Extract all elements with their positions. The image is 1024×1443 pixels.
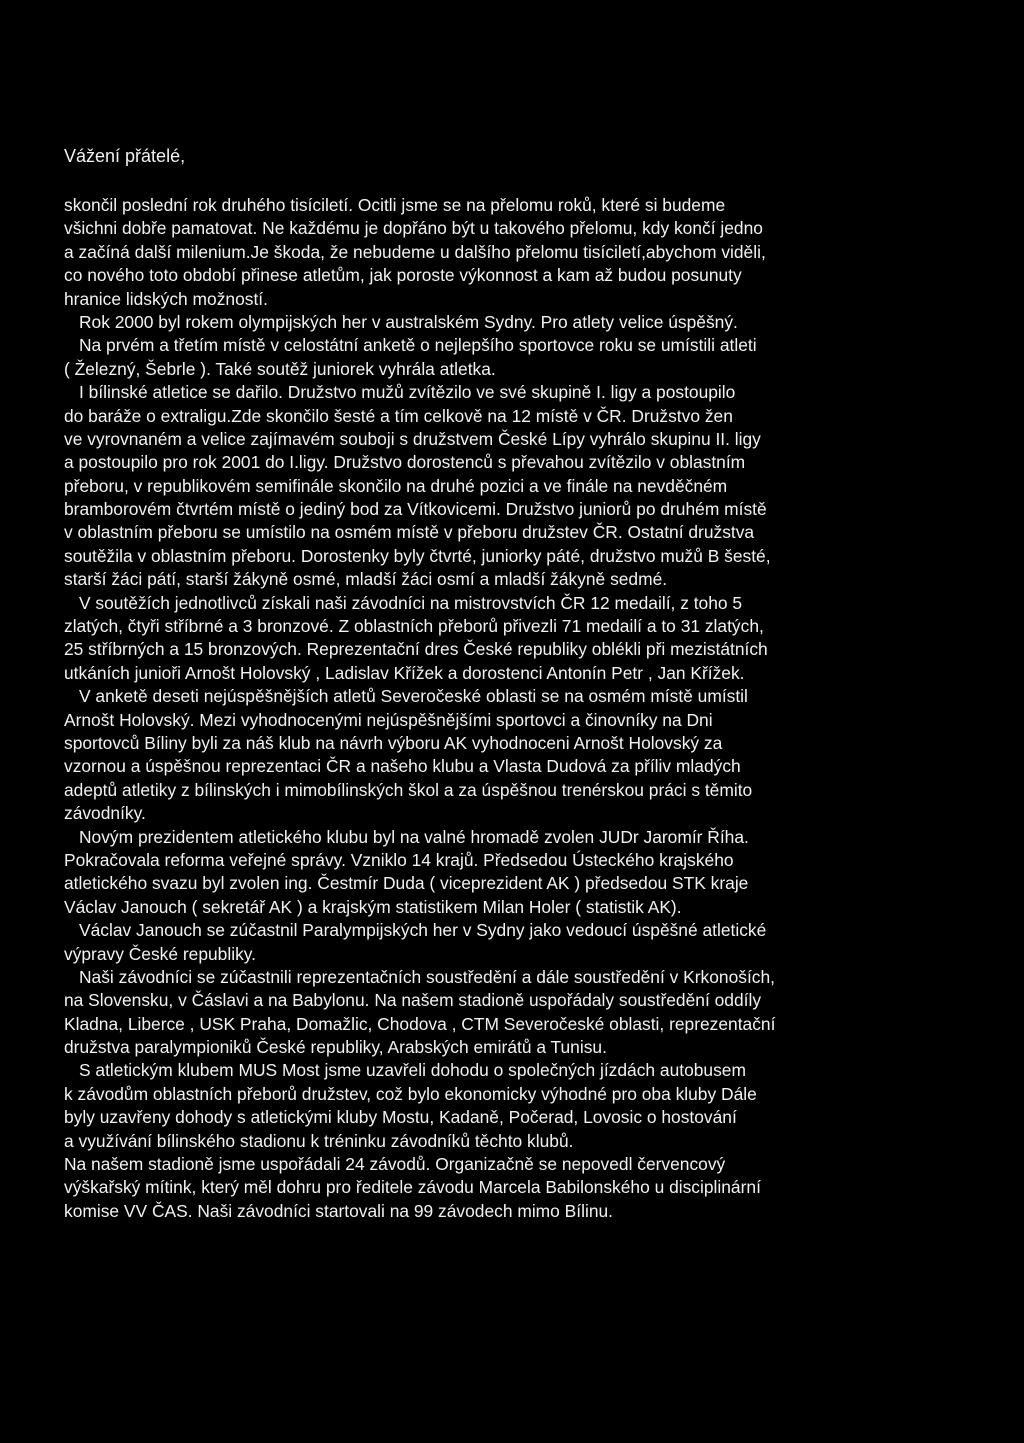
letter-body [64,194,964,1223]
text-line: do baráže o extraligu.Zde skončilo šesté a tím celkově na 12 místě v ČR. Družstvo žen [64,405,733,426]
text-line: ( Železný, Šebrle ). Také soutěž juniorek vyhrála atletka. [64,358,496,379]
text-line: k závodům oblastních přeborů družstev, což bylo ekonomicky výhodné pro oba kluby Dále [64,1083,757,1104]
text-line: co nového toto období přinese atletům, jak poroste výkonnost a kam až budou posunuty [64,265,742,286]
text-line: výškařský mítink, který měl dohru pro ředitele závodu Marcela Babilonského u disciplinární [64,1177,761,1198]
text-line: Novým prezidentem atletického klubu byl na valné hromadě zvolen JUDr Jaromír Říha. [79,826,749,847]
text-line: Na našem stadioně jsme uspořádali 24 závodů. Organizačně se nepovedl červencový [64,1154,726,1175]
text-line: a využívání bílinského stadionu k tréninku závodníků těchto klubů. [64,1130,574,1151]
text-line: byly uzavřeny dohody s atletickými kluby Mostu, Kadaně, Počerad, Lovosic o hostování [64,1107,737,1128]
text-line: Václav Janouch se zúčastnil Paralympijských her v Sydny jako vedoucí úspěšné atletické [79,920,767,941]
text-line: vzornou a úspěšnou reprezentaci ČR a našeho klubu a Vlasta Dudová za příliv mladých [64,756,741,777]
text-line: zlatých, čtyři stříbrné a 3 bronzové. Z oblastních přeborů přivezli 71 medailí a to 31 zlatých, [64,616,764,637]
text-line: starší žáci pátí, starší žákyně osmé, mladší žáci osmí a mladší žákyně sedmé. [64,569,668,590]
text-line: hranice lidských možností. [64,288,268,309]
text-line: na Slovensku, v Čáslavi a na Babylonu. Na našem stadioně uspořádaly soustředění oddíly [64,990,762,1011]
text-line: adeptů atletiky z bílinských i mimobílinských škol a za úspěšnou trenérskou práci s těmito [64,779,753,800]
text-line: 25 stříbrných a 15 bronzových. Reprezentační dres České republiky oblékli při mezistátních [64,639,768,660]
text-line: družstva paralympioniků České republiky, Arabských emirátů a Tunisu. [64,1037,607,1058]
text-line: Rok 2000 byl rokem olympijských her v australském Sydny. Pro atlety velice úspěšný. [79,311,738,332]
text-line: soutěžila v oblastním přeboru. Dorostenky byly čtvrté, juniorky páté, družstvo mužů B šesté, [64,545,771,566]
text-line: a začíná další milenium.Je škoda, že nebudeme u dalšího přelomu tisíciletí,abychom viděli, [64,241,766,262]
text-line: Pokračovala reforma veřejné správy. Vzniklo 14 krajů. Předsedou Ústeckého krajského [64,849,734,870]
text-line: utkáních junioři Arnošt Holovský , Ladislav Křížek a dorostenci Antonín Petr , Jan Křížek. [64,662,745,683]
text-line: komise VV ČAS. Naši závodníci startovali na 99 závodech mimo Bílinu. [64,1200,614,1221]
text-line: Kladna, Liberce , USK Praha, Domažlic, Chodova , CTM Severočeské oblasti, reprezentační [64,1013,776,1034]
text-line: bramborovém čtvrtém místě o jediný bod za Vítkovicemi. Družstvo juniorů po druhém místě [64,499,767,520]
text-line: výpravy České republiky. [64,943,257,964]
text-line: a postoupilo pro rok 2001 do I.ligy. Družstvo dorostenců s převahou zvítězilo v oblastním [64,452,746,473]
text-line: přeboru, v republikovém semifinále skončilo na druhé pozici a ve finále na nevděčném [64,475,728,496]
text-line: Václav Janouch ( sekretář AK ) a krajským statistikem Milan Holer ( statistik AK). [64,896,682,917]
text-line: všichni dobře pamatovat. Ne každému je dopřáno být u takového přelomu, kdy končí jedno [64,218,763,239]
text-line: atletického svazu byl zvolen ing. Čestmír Duda ( viceprezident AK ) předsedou STK kraje [64,873,749,894]
text-line: V anketě deseti nejúspěšnějších atletů Severočeské oblasti se na osmém místě umístil [79,686,748,707]
text-line: Arnošt Holovský. Mezi vyhodnocenými nejúspěšnějšími sportovci a činovníky na Dni [64,709,713,730]
letter-salutation: Vážení přátelé, [64,146,186,166]
text-line: závodníky. [64,803,146,824]
text-line: sportovců Bíliny byli za náš klub na návrh výboru AK vyhodnoceni Arnošt Holovský za [64,732,723,753]
text-line: v oblastním přeboru se umístilo na osmém místě v přeboru družstev ČR. Ostatní družstva [64,522,755,543]
text-line: V soutěžích jednotlivců získali naši závodníci na mistrovstvích ČR 12 medailí, z toho 5 [79,592,743,613]
text-line: ve vyrovnaném a velice zajímavém souboji s družstvem České Lípy vyhrálo skupinu II. ligy [64,428,761,449]
text-line: Na prvém a třetím místě v celostátní anketě o nejlepšího sportovce roku se umístili atleti [79,335,757,356]
text-line: Naši závodníci se zúčastnili reprezentačních soustředění a dále soustředění v Krkonoších, [79,966,775,987]
text-line: I bílinské atletice se dařilo. Družstvo mužů zvítězilo ve své skupině I. ligy a postoupilo [79,382,736,403]
text-line: S atletickým klubem MUS Most jsme uzavřeli dohodu o společných jízdách autobusem [79,1060,746,1081]
text-line: skončil poslední rok druhého tisíciletí. Ocitli jsme se na přelomu roků, které si budeme [64,195,726,215]
